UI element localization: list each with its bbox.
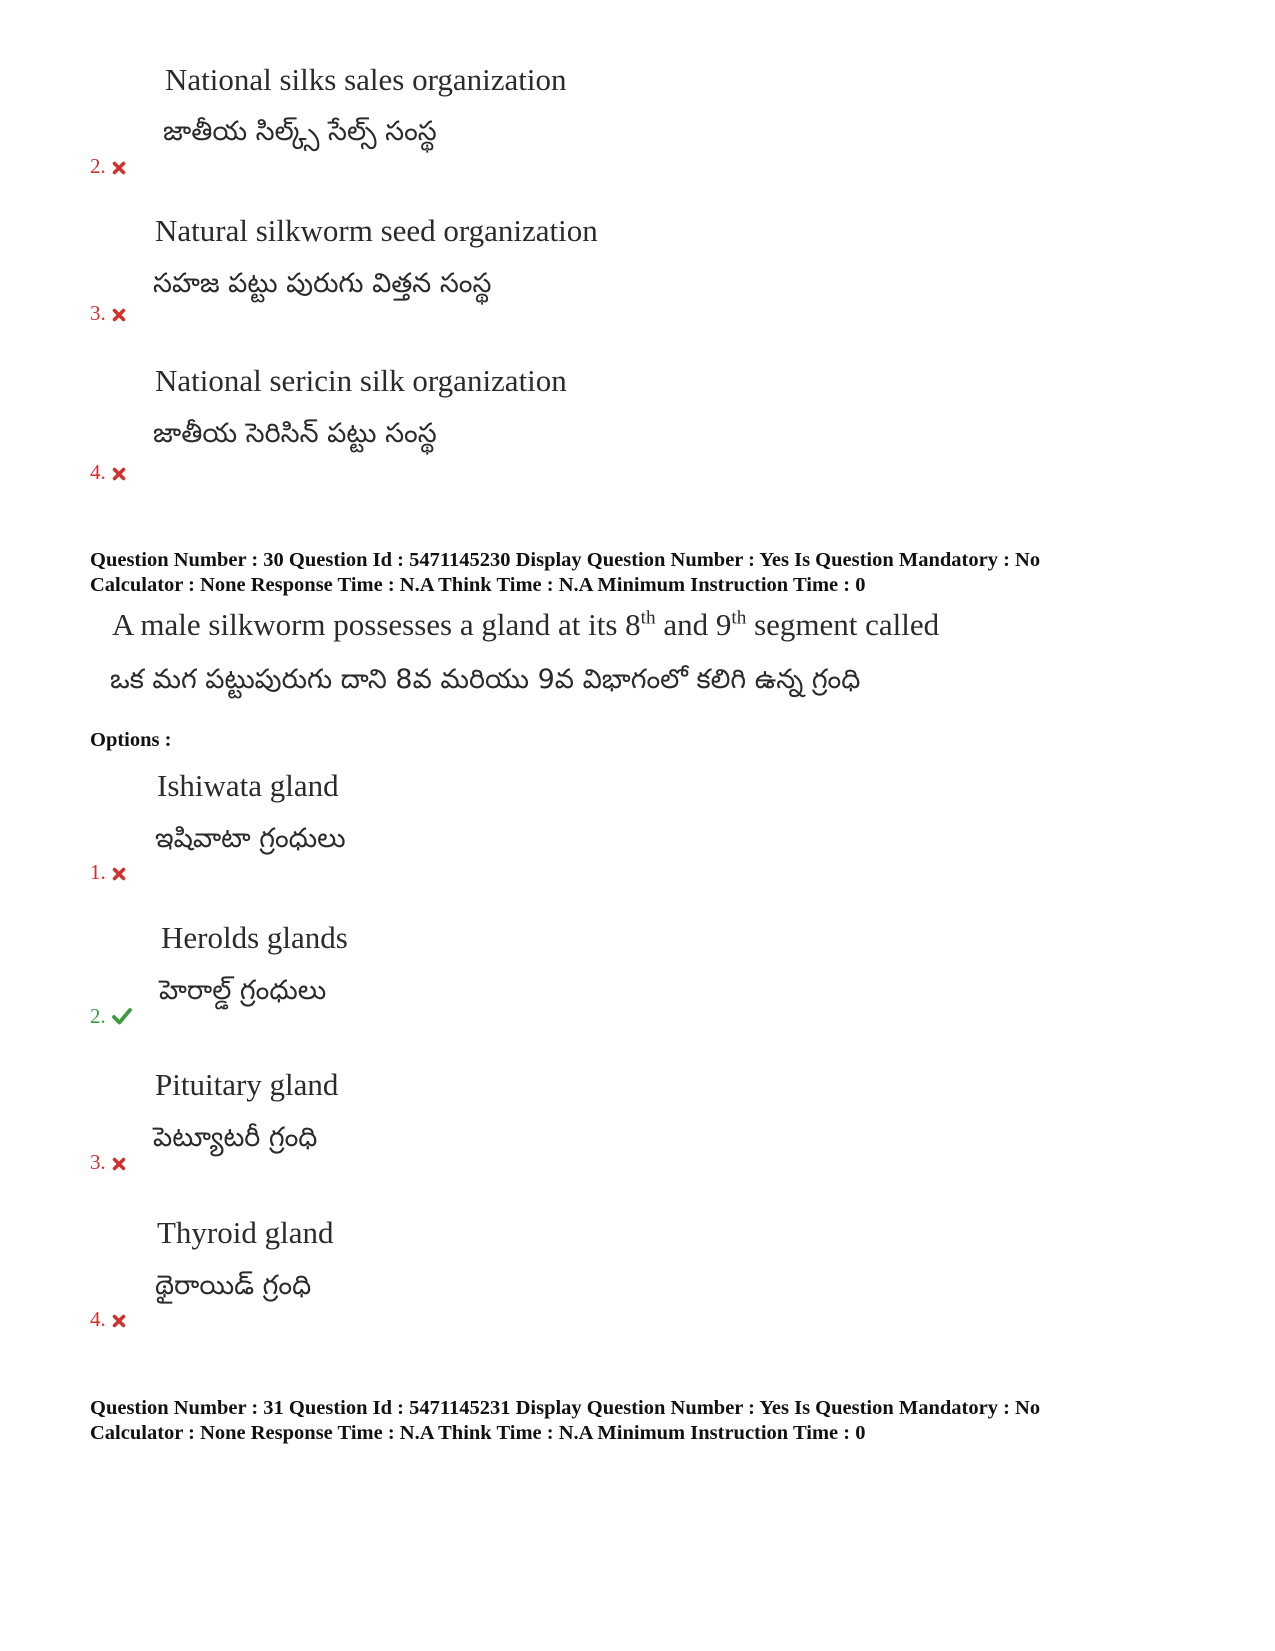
cross-mark-icon	[112, 862, 126, 887]
option-3-telugu: పెట్యూటరీ గ్రంధి	[153, 1122, 318, 1153]
question-meta-line-1: Question Number : 30 Question Id : 5471145230 Display Question Number : Yes Is Question Mandatory : No	[90, 549, 1041, 571]
cross-mark-icon	[112, 1152, 126, 1177]
cross-mark-icon	[112, 156, 126, 181]
prev-option-2-number	[90, 154, 126, 181]
cross-mark-icon	[112, 462, 126, 487]
prev-option-2-telugu: జాతీయ సిల్క్స్ సేల్స్ సంస్థ	[163, 116, 437, 147]
check-mark-icon	[112, 1006, 132, 1031]
option-4-telugu: థైరాయిడ్ గ్రంధి	[155, 1270, 312, 1301]
question-31-meta	[90, 1396, 1040, 1446]
prev-option-4-number	[90, 460, 126, 487]
option-number-label: 4.	[90, 460, 106, 484]
option-1-number	[90, 860, 126, 887]
question-text-part: segment called	[746, 607, 940, 642]
prev-option-4-english: National sericin silk organization	[155, 363, 567, 398]
question-meta-line-1: Question Number : 31 Question Id : 5471145231 Display Question Number : Yes Is Question Mandatory : No	[90, 1397, 1041, 1419]
option-1-telugu: ఇషివాటా గ్రంధులు	[155, 823, 346, 854]
ordinal-superscript: th	[731, 607, 747, 629]
option-4-english: Thyroid gland	[157, 1215, 334, 1250]
option-number-label: 2.	[90, 154, 106, 178]
prev-option-3-telugu: సహజ పట్టు పురుగు విత్తన సంస్థ	[153, 268, 492, 299]
question-text-part: and 9	[655, 607, 732, 642]
cross-mark-icon	[112, 303, 126, 328]
prev-option-3-english: Natural silkworm seed organization	[155, 213, 598, 248]
question-meta-line-2: Calculator : None Response Time : N.A Think Time : N.A Minimum Instruction Time : 0	[90, 574, 866, 596]
question-30-meta	[90, 548, 1040, 598]
option-3-number	[90, 1150, 126, 1177]
option-2-english: Herolds glands	[161, 920, 348, 955]
question-30-text	[112, 607, 939, 643]
question-meta-line-2: Calculator : None Response Time : N.A Think Time : N.A Minimum Instruction Time : 0	[90, 1422, 866, 1444]
ordinal-superscript: th	[640, 607, 656, 629]
prev-option-2-english: National silks sales organization	[165, 62, 567, 97]
option-2-number	[90, 1004, 132, 1031]
option-2-telugu: హెరాల్డ్ గ్రంధులు	[159, 975, 327, 1006]
option-number-label: 3.	[90, 1150, 106, 1174]
option-3-english: Pituitary gland	[155, 1067, 339, 1102]
option-number-label: 1.	[90, 860, 106, 884]
prev-option-4-telugu: జాతీయ సెరిసిన్ పట్టు సంస్థ	[153, 418, 437, 449]
option-4-number	[90, 1307, 126, 1334]
options-label: Options :	[90, 729, 172, 751]
option-number-label: 2.	[90, 1004, 106, 1028]
option-number-label: 4.	[90, 1307, 106, 1331]
question-text-part: A male silkworm possesses a gland at its 8	[112, 607, 641, 642]
cross-mark-icon	[112, 1309, 126, 1334]
option-1-english: Ishiwata gland	[157, 768, 339, 803]
question-30-telugu: ఒక మగ పట్టుపురుగు దాని 8వ మరియు 9వ విభాగంలో కలిగి ఉన్న గ్రంధి	[110, 664, 861, 695]
option-number-label: 3.	[90, 301, 106, 325]
prev-option-3-number	[90, 301, 126, 328]
